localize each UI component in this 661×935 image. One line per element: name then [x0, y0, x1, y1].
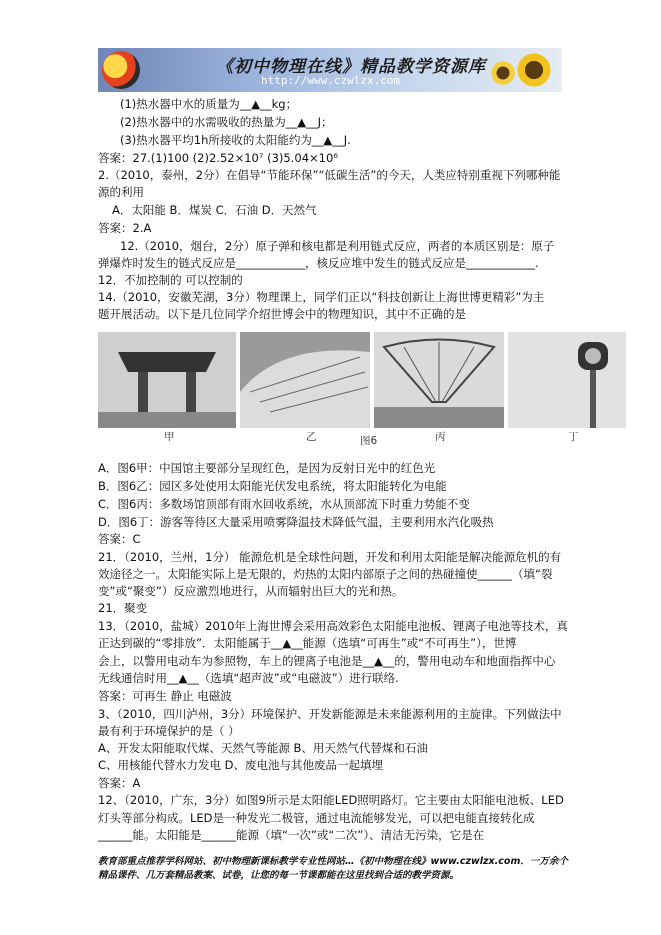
choice-line: A、开发太阳能取代煤、天然气等能源 B、用天然气代替煤和石油 — [98, 741, 428, 755]
caption-ding: 丁 — [568, 431, 579, 443]
choice-line: D．图6丁：游客等待区大量采用喷雾降温技术降低气温，主要利用水汽化吸热 — [98, 515, 494, 529]
photo-spray-cooling — [508, 332, 626, 428]
question-line: 题开展活动。以下是几位同学介绍世博会中的物理知识，其中不正确的是 — [98, 307, 466, 321]
question-line: 21．（2010，兰州，1分） 能源危机是全球性问题，开发和利用太阳能是解决能源危机的有 — [98, 550, 562, 564]
text-line: (1)热水器中水的质量为__▲__kg； — [120, 97, 298, 111]
answer-line: 答案：27.(1)100 (2)2.52×10⁷ (3)5.04×10⁶ — [98, 151, 338, 165]
question-line: 最有利于环境保护的是（ ） — [98, 724, 240, 738]
answer-line: 12．不加控制的 可以控制的 — [98, 273, 243, 287]
choice-line: B．图6乙：园区多处使用太阳能光伏发电系统，将太阳能转化为电能 — [98, 479, 447, 493]
photo-sun-valley — [374, 332, 504, 428]
question-line: 3、（2010，四川泸州，3分）环境保护、开发新能源是未来能源利用的主旋律。下列做法中 — [98, 707, 562, 721]
choice-line: C．图6丙：多数场馆顶部有雨水回收系统，水从顶部流下时重力势能不变 — [98, 497, 470, 511]
choice-line: A．图6甲：中国馆主要部分呈现红色，是因为反射日光中的红色光 — [98, 461, 436, 475]
question-line: 源的利用 — [98, 185, 144, 199]
site-logo — [102, 51, 140, 89]
question-line: 效途径之一。太阳能实际上是无限的，灼热的太阳内部原子之间的热碰撞使______（填“裂 — [98, 567, 553, 581]
answer-line: 21．聚变 — [98, 601, 148, 615]
page-footer: 教育部重点推荐学科网站、初中物理新课标教学专业性网站…《初中物理在线》www.czwlzx.com．一万余个精品课件、几万套精品教案、试卷，让您的每一节课都能在这里找到合适的教学资源。 — [98, 856, 568, 881]
question-line: 变”或“聚变”）反应激烈地进行，从而辐射出巨大的光和热。 — [98, 584, 404, 598]
text-line: (2)热水器中的水需吸收的热量为__▲__J； — [120, 115, 333, 129]
choice-line: A．太阳能 B．煤炭 C．石油 D．天然气 — [112, 203, 317, 217]
question-line: ______能。太阳能是______能源（填“一次”或“二次”）、清洁无污染，它是在 — [98, 828, 485, 842]
answer-line: 答案：A — [98, 776, 141, 790]
sunflower-icon — [512, 50, 556, 90]
question-line: 12.（2010，烟台，2分）原子弹和核电都是利用链式反应，两者的本质区别是：原子 — [120, 239, 555, 253]
question-line: 无线通信时用__▲__（选填“超声波”或“电磁波”）进行联络. — [98, 671, 399, 685]
banner-title: 《初中物理在线》精品教学资源库 — [216, 57, 486, 77]
question-line: 弹爆炸时发生的链式反应是____________，核反应堆中发生的链式反应是____________. — [98, 256, 539, 270]
question-line: 12、（2010，广东，3分）如图9所示是太阳能LED照明路灯。它主要由太阳能电池板、LED — [98, 793, 564, 807]
photo-china-pavilion — [98, 332, 236, 428]
figure-label: 图6 — [360, 435, 378, 447]
question-line: 正达到碳的“零排放”．太阳能属于__▲__能源（选填“可再生”或“不可再生”），世博 — [98, 636, 517, 650]
choice-line: C、用核能代替水力发电 D、废电池与其他废品一起填埋 — [98, 758, 384, 772]
banner-url[interactable]: http://www.czwlzx.com — [261, 74, 401, 87]
answer-line: 答案：可再生 静止 电磁波 — [98, 689, 232, 703]
site-banner — [98, 48, 562, 92]
answer-line: 答案：C — [98, 532, 141, 546]
question-line: 2.（2010，泰州，2分）在倡导“节能环保”“低碳生活”的今天，人类应特别重视下列哪种能 — [98, 168, 561, 182]
question-line: 14.（2010，安徽芜湖，3分）物理课上，同学们正以“科技创新让上海世博更精彩”为主 — [98, 290, 545, 304]
figure-6 — [98, 332, 626, 447]
caption-yi: 乙 — [306, 431, 317, 443]
question-line: 会上，以警用电动车为参照物，车上的锂离子电池是__▲__的，警用电动车和地面指挥中心 — [98, 654, 556, 668]
caption-jia: 甲 — [164, 431, 175, 443]
question-line: 13．（2010，盐城）2010年上海世博会采用高效彩色太阳能电池板、锂离子电池等技术，真 — [98, 619, 568, 633]
answer-line: 答案：2.A — [98, 221, 152, 235]
text-line: (3)热水器平均1h所接收的太阳能约为__▲__J. — [120, 133, 351, 147]
photo-solar-roof — [240, 332, 370, 428]
caption-bing: 丙 — [435, 431, 446, 443]
question-line: 灯头等部分构成。LED是一种发光二极管，通过电流能够发光，可以把电能直接转化成 — [98, 811, 535, 825]
